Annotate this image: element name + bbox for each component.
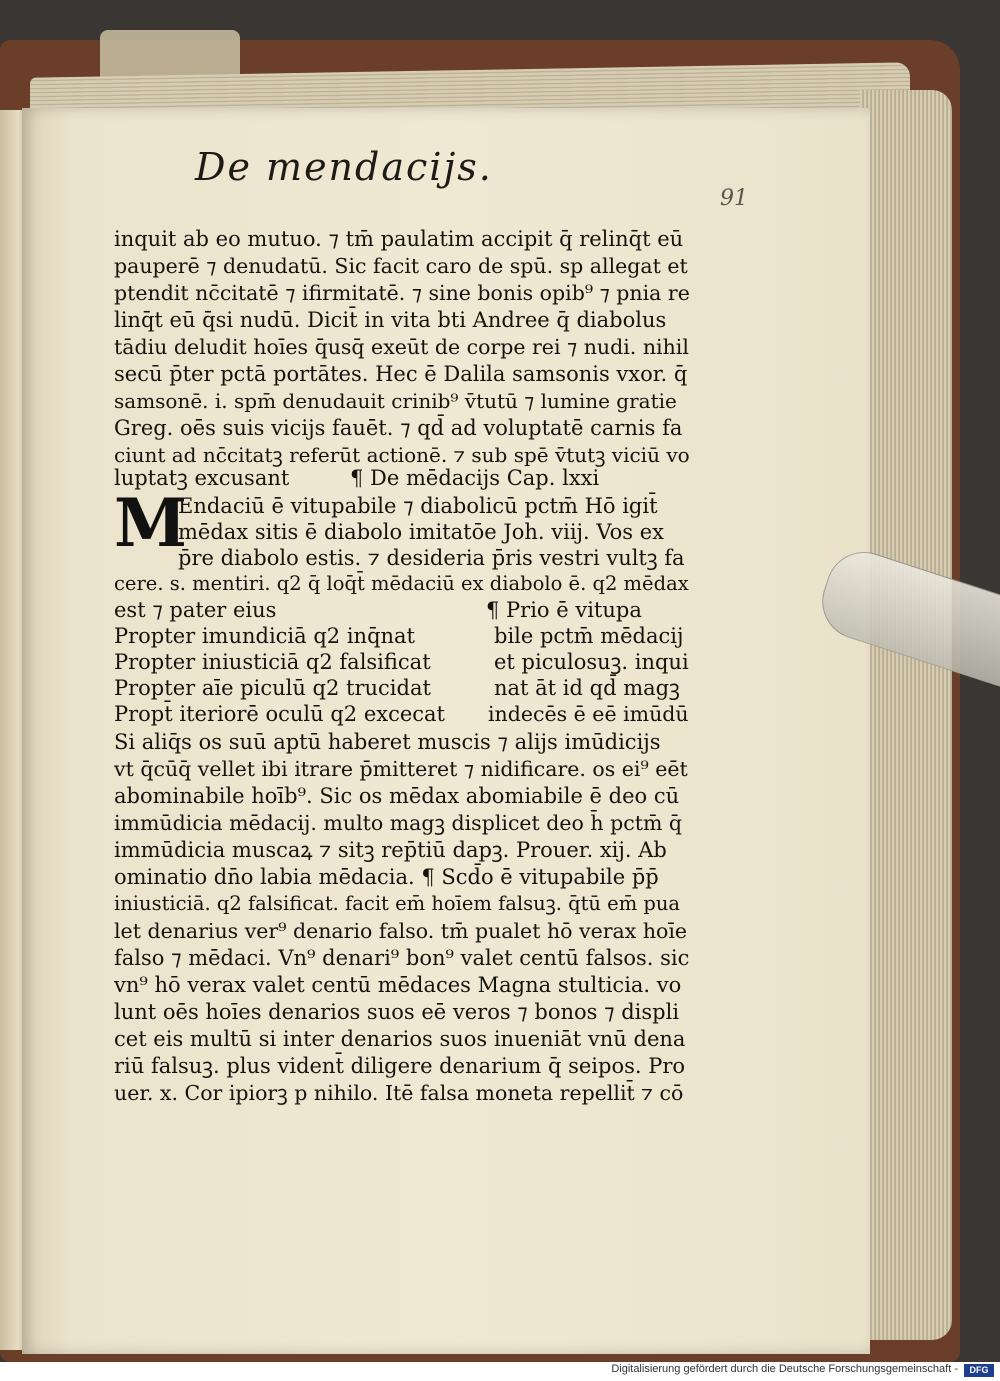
dfg-logo: DFG bbox=[964, 1364, 994, 1377]
text-line: riū falsuꝫ. plus vident̄ diligere denarium q̄ seipos. Pro bbox=[114, 1054, 686, 1078]
text-line: luptatꝫ excusant bbox=[114, 466, 290, 490]
text-line: mēdax sitis ē diabolo imitatōe Joh. viij. Vos ex bbox=[178, 520, 665, 544]
side-column-line: indecēs ē eē imūdū bbox=[488, 702, 689, 726]
side-column-line: et piculosuꝫ. inqui bbox=[494, 650, 689, 674]
text-line: immūdicia mēdacij. multo magꝫ displicet deo h̄ pctm̄ q̄ bbox=[114, 811, 683, 835]
decorated-initial: M bbox=[114, 484, 188, 562]
footer-credit: Digitalisierung gefördert durch die Deutsche Forschungsgemeinschaft - bbox=[611, 1363, 958, 1375]
text-line: vn⁹ hō verax valet centū mēdaces Magna stulticia. vo bbox=[114, 973, 682, 997]
folio-number: 91 bbox=[720, 186, 748, 211]
side-column-line: ¶ Prio ē vitupa bbox=[486, 598, 642, 622]
text-line: let denarius ver⁹ denario falso. tm̄ pualet hō verax hoīe bbox=[114, 919, 688, 943]
text-line: ciunt ad nc̄citatꝫ referūt actionē. ⁊ sub spē v̄tutꝫ viciū vo bbox=[114, 443, 690, 467]
text-line: p̄re diabolo estis. ⁊ desideria p̄ris vestri vultꝫ fa bbox=[178, 546, 685, 570]
text-line: Greg. oēs suis vicijs fauēt. ⁊ qd̄ ad voluptatē carnis fa bbox=[114, 416, 683, 440]
text-line: inquit ab eo mutuo. ⁊ tm̄ paulatim accipit q̄ relinq̄t eū bbox=[114, 227, 684, 251]
list-line: Propter aīe piculū q2 trucidat bbox=[114, 676, 431, 700]
text-line: falso ⁊ mēdaci. Vn⁹ denari⁹ bon⁹ valet centū falsos. sic bbox=[114, 946, 690, 970]
page-block-fore-edge bbox=[860, 90, 952, 1340]
text-line: tādiu deludit hoīes q̄usq̄ exeūt de corpe rei ⁊ nudi. nihil bbox=[114, 335, 689, 359]
list-line: Propter imundiciā q2 inq̄nat bbox=[114, 624, 415, 648]
text-line: immūdicia muscaꝝ ⁊ sitꝫ rep̄tiū dapꝫ. Prouer. xij. Ab bbox=[114, 838, 667, 862]
text-line: cere. s. mentiri. q2 q̄ loq̄t̄ mēdaciū ex diabolo ē. q2 mēdax bbox=[114, 572, 689, 595]
text-line: secū p̄ter pctā portātes. Hec ē Dalila samsonis vxor. q̄ bbox=[114, 362, 688, 386]
text-line: vt q̄cūq̄ vellet ibi itrare p̄mitteret ⁊ nidificare. os ei⁹ eēt bbox=[114, 757, 688, 781]
text-line: Si aliq̄s os suū aptū haberet muscis ⁊ alijs imūdicijs bbox=[114, 730, 661, 754]
side-column-line: bile pctm̄ mēdacij bbox=[494, 624, 684, 648]
handwritten-heading: De mendacijs. bbox=[195, 145, 493, 189]
chapter-heading: ¶ De mēdacijs Cap. lxxi bbox=[350, 466, 600, 490]
text-line: ptendit nc̄citatē ⁊ ifirmitatē. ⁊ sine bonis opib⁹ ⁊ pnia re bbox=[114, 281, 690, 305]
text-line: ominatio dn̄o labia mēdacia. ¶ Scd̄o ē vitupabile p̄p̄ bbox=[114, 865, 659, 889]
text-line: pauperē ⁊ denudatū. Sic facit caro de spū. sp allegat et bbox=[114, 254, 688, 278]
side-column-line: nat āt id qd̄ magꝫ bbox=[494, 676, 680, 700]
list-line: Propter iniusticiā q2 falsificat bbox=[114, 650, 431, 674]
text-line: uer. x. Cor ipiorꝫ p nihilo. Itē falsa moneta repellit̄ ⁊ cō bbox=[114, 1081, 684, 1105]
text-line: Endaciū ē vitupabile ⁊ diabolicū pctm̄ Hō igit̄ bbox=[178, 494, 658, 518]
text-line: est ⁊ pater eius bbox=[114, 598, 277, 622]
text-line: cet eis multū si inter denarios suos inueniāt vnū dena bbox=[114, 1027, 686, 1051]
text-line: linq̄t eū q̄si nudū. Dicit̄ in vita bti Andree q̄ diabolus bbox=[114, 308, 667, 332]
text-line: samsonē. i. spm̄ denudauit crinib⁹ v̄tutū ⁊ lumine gratie bbox=[114, 389, 677, 413]
text-line: iniusticiā. q2 falsificat. facit em̄ hoīem falsuꝫ. q̄tū em̄ pua bbox=[114, 892, 681, 915]
text-line: abominabile hoīb⁹. Sic os mēdax abomiabile ē deo cū bbox=[114, 784, 680, 808]
text-line: lunt oēs hoīes denarios suos eē veros ⁊ bonos ⁊ displi bbox=[114, 1000, 680, 1024]
list-line: Propt̄ iteriorē oculū q2 excecat bbox=[114, 702, 445, 726]
